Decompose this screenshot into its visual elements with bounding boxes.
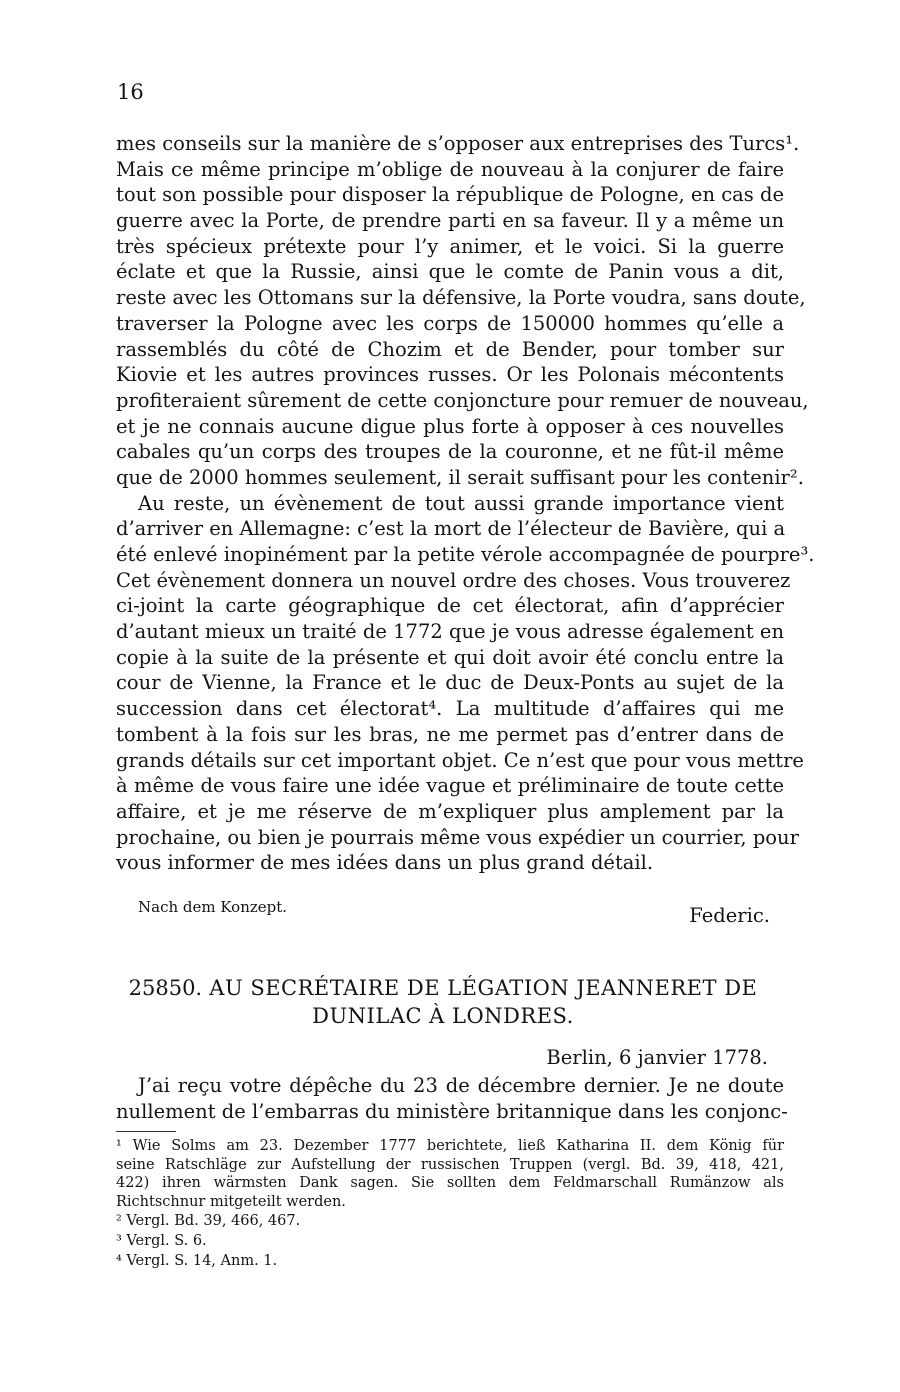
signature: Federic. bbox=[689, 904, 770, 927]
source-note: Nach dem Konzept. bbox=[138, 898, 288, 916]
footnote-3: ³ Vergl. S. 6. bbox=[116, 1233, 207, 1250]
text-line: rassemblés du côté de Chozim et de Bender, pour tomber sur bbox=[116, 337, 784, 361]
text-line: affaire, et je me réserve de m’expliquer plus amplement par la bbox=[116, 799, 784, 823]
text-line: reste avec les Ottomans sur la défensive, la Porte voudra, sans doute, bbox=[116, 286, 806, 310]
text-line: éclate et que la Russie, ainsi que le comte de Panin vous a dit, bbox=[116, 260, 784, 284]
text-line: cabales qu’un corps des troupes de la couronne, et ne fût-il même bbox=[116, 440, 784, 464]
footnote-2: ² Vergl. Bd. 39, 466, 467. bbox=[116, 1213, 301, 1230]
next-letter-text bbox=[116, 1073, 788, 1124]
footnotes bbox=[116, 1137, 784, 1271]
text-line: que de 2000 hommes seulement, il serait suffisant pour les contenir². bbox=[116, 465, 804, 489]
footnote-line: Richtschnur mitgeteilt werden. bbox=[116, 1193, 346, 1210]
text-line: Au reste, un évènement de tout aussi grande importance vient bbox=[138, 491, 784, 515]
text-line: à même de vous faire une idée vague et préliminaire de toute cette bbox=[116, 774, 784, 798]
dateline: Berlin, 6 janvier 1778. bbox=[546, 1046, 768, 1069]
letter-heading-line-2: DUNILAC À LONDRES. bbox=[312, 1004, 574, 1028]
text-line: ci-joint la carte géographique de cet électorat, afin d’apprécier bbox=[116, 594, 784, 618]
letter-heading bbox=[116, 974, 770, 1030]
text-line: J’ai reçu votre dépêche du 23 de décembre dernier. Je ne doute bbox=[138, 1074, 784, 1097]
footnote-line: seine Ratschläge zur Aufstellung der russischen Truppen (vergl. Bd. 39, 418, 421, bbox=[116, 1156, 784, 1173]
footnote-line: ¹ Wie Solms am 23. Dezember 1777 berichtete, ließ Katharina II. dem König für bbox=[116, 1138, 784, 1154]
text-line: été enlevé inopinément par la petite vérole accompagnée de pourpre³. bbox=[116, 543, 815, 566]
text-line: tout son possible pour disposer la république de Pologne, en cas de bbox=[116, 183, 784, 207]
footnote-4: ⁴ Vergl. S. 14, Anm. 1. bbox=[116, 1253, 278, 1270]
text-line: Cet évènement donnera un nouvel ordre des choses. Vous trouverez bbox=[116, 568, 791, 592]
footnote-rule bbox=[116, 1131, 176, 1132]
text-line: vous informer de mes idées dans un plus grand détail. bbox=[116, 851, 654, 875]
text-line: et je ne connais aucune digue plus forte à opposer à ces nouvelles bbox=[116, 414, 784, 438]
text-line: prochaine, ou bien je pourrais même vous expédier un courrier, pour bbox=[116, 825, 799, 849]
letter-body-text bbox=[116, 131, 815, 876]
letter-heading-line-1 bbox=[116, 974, 770, 1002]
text-line: tombent à la fois sur les bras, ne me permet pas d’entrer dans de bbox=[116, 722, 784, 746]
text-line: mes conseils sur la manière de s’opposer aux entreprises des Turcs¹. bbox=[116, 132, 800, 155]
text-line: Kiovie et les autres provinces russes. Or les Polonais mécontents bbox=[116, 363, 784, 387]
text-line: d’autant mieux un traité de 1772 que je vous adresse également en bbox=[116, 620, 784, 644]
text-line: nullement de l’embarras du ministère britannique dans les conjonc- bbox=[116, 1099, 788, 1123]
text-line: guerre avec la Porte, de prendre parti en sa faveur. Il y a même un bbox=[116, 209, 784, 233]
footnote-line: 422) ihren wärmsten Dank sagen. Sie sollten dem Feldmarschall Rumänzow als bbox=[116, 1175, 784, 1192]
addressee: AU SECRÉTAIRE DE LÉGATION JEANNERET DE bbox=[209, 976, 758, 1000]
text-line: grands détails sur cet important objet. Ce n’est que pour vous mettre bbox=[116, 748, 804, 772]
text-line: succession dans cet électorat⁴. La multitude d’affaires qui me bbox=[116, 697, 784, 721]
text-line: d’arriver en Allemagne: c’est la mort de l’électeur de Bavière, qui a bbox=[116, 517, 786, 541]
text-line: copie à la suite de la présente et qui doit avoir été conclu entre la bbox=[116, 645, 784, 669]
text-line: profiteraient sûrement de cette conjoncture pour remuer de nouveau, bbox=[116, 388, 809, 412]
text-line: traverser la Pologne avec les corps de 150000 hommes qu’elle a bbox=[116, 311, 784, 335]
footnote-1 bbox=[116, 1137, 784, 1211]
page-number: 16 bbox=[117, 80, 144, 104]
text-line: Mais ce même principe m’oblige de nouveau à la conjurer de faire bbox=[116, 157, 784, 181]
letter-number: 25850. bbox=[128, 976, 203, 1000]
text-line: très spécieux prétexte pour l’y animer, et le voici. Si la guerre bbox=[116, 234, 784, 258]
text-line: cour de Vienne, la France et le duc de Deux-Ponts au sujet de la bbox=[116, 671, 784, 695]
